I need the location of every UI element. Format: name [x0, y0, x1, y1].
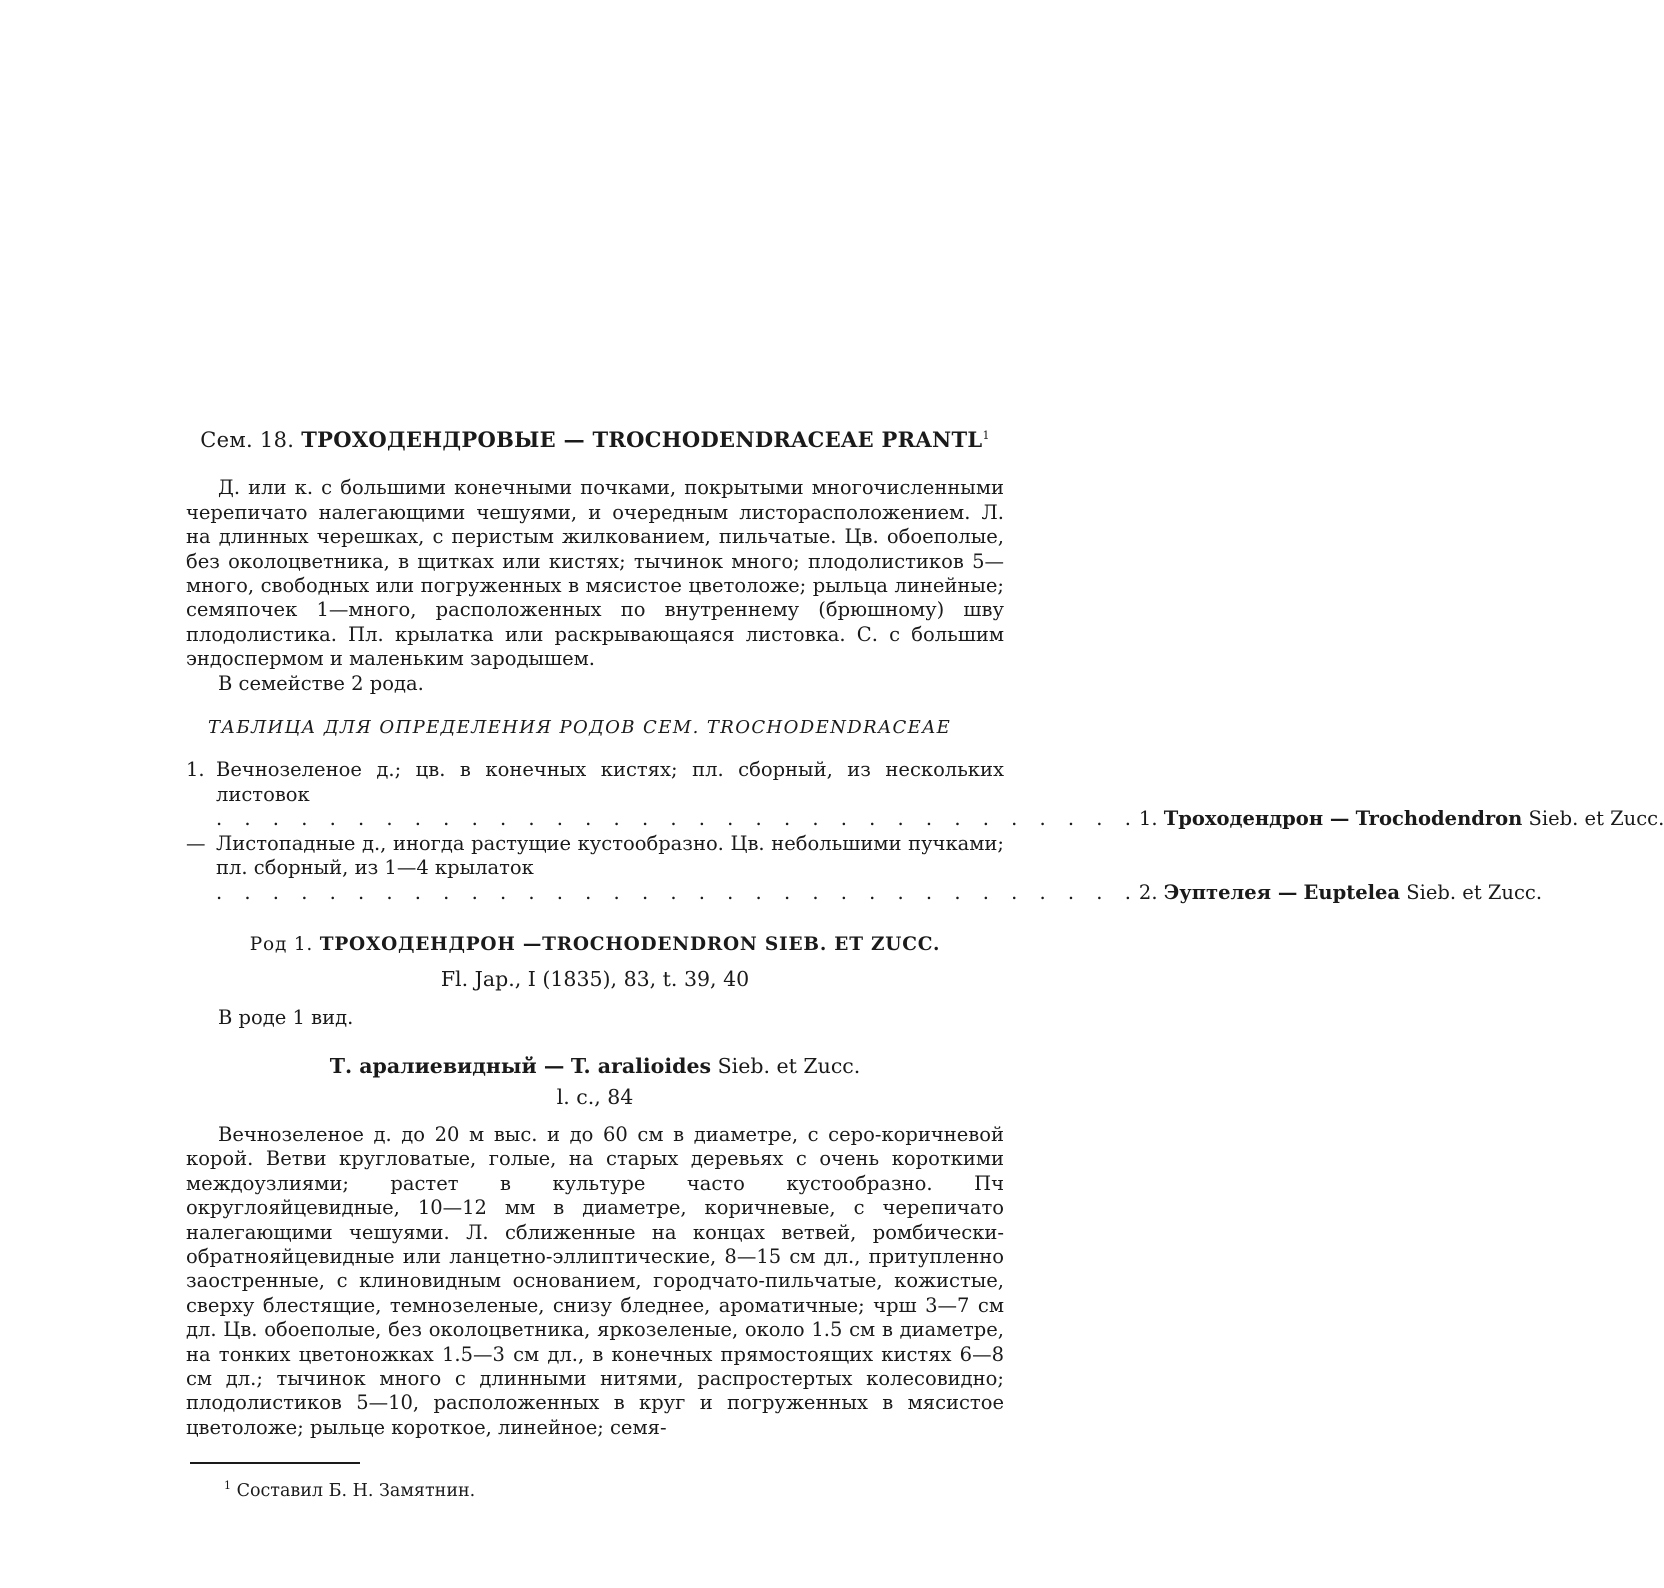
key-item-2-text: Листопадные д., иногда растущие кустообразно. Цв. небольшими пучками; пл. сборный, из 1—4 крылаток	[216, 831, 1004, 880]
family-heading-prefix: Сем. 18.	[200, 428, 295, 452]
family-footnote-mark: 1	[982, 429, 990, 442]
leader-dots: . . . . . . . . . . . . . . . . . . . . . . . . . . . . . . . . .	[216, 807, 1139, 831]
species-description: Вечнозеленое д. до 20 м выс. и до 60 см в диаметре, с серо-коричневой корой. Ветви кругловатые, голые, на старых деревьях с очень короткими междоузлиями; растет в культуре часто кустообразно. Пч округлояйцевидные, 10—12 мм в диаметре, коричневые, с черепичато налегающими чешуями. Л. сближенные на концах ветвей, ромбически-обратнояйцевидные или ланцетно-эллиптические, 8—15 см дл., притупленно заостренные, с клиновидным основанием, городчато-пильчатые, кожистые, сверху блестящие, темнозеленые, снизу бледнее, ароматичные; чрш 3—7 см дл. Цв. обоеполые, без околоцветника, яркозеленые, около 1.5 см в диаметре, на тонких цветоножках 1.5—3 см дл., в конечных прямостоящих кистях 6—8 см дл.; тычинок много с длинными нитями, распростертых колесовидно; плодолистиков 5—10, расположенных в круг и погруженных в мясистое цветоложе; рыльце короткое, линейное; семя-	[186, 1122, 1004, 1439]
genus-species-count: В роде 1 вид.	[218, 1005, 354, 1029]
species-heading-ru: Т. аралиевидный —	[329, 1054, 565, 1079]
key-item-1-result-lat: Trochodendron	[1355, 807, 1523, 831]
family-heading	[186, 424, 1004, 452]
footnote-divider	[190, 1462, 360, 1464]
key-item-1-result-ru: Троходендрон —	[1163, 807, 1350, 831]
key-item-1-result-number: 1.	[1138, 807, 1158, 831]
family-description: Д. или к. с большими конечными почками, покрытыми многочисленными черепичато налегающими чешуями, и очередным листорасположением. Л. на длинных черешках, с перистым жилкованием, пильчатые. Цв. обоеполые, без околоцветника, в щитках или кистях; тычинок много; плодолистиков 5—много, свободных или погруженных в мясистое цветоложе; рыльца линейные; семяпочек 1—много, расположенных по внутреннему (брюшному) шву плодолистика. Пл. крылатка или раскрывающаяся листовка. С. с большим эндоспермом и маленьким зародышем.	[186, 476, 1004, 671]
leader-dots: . . . . . . . . . . . . . . . . . . . . . . . . . . . . . . . . .	[216, 880, 1139, 904]
key-item-2-result-author: Sieb. et Zucc.	[1406, 880, 1543, 904]
genus-heading-prefix: Род 1.	[249, 933, 314, 955]
footnote-text: Составил Б. Н. Замятнин.	[236, 1481, 476, 1502]
key-table-title: ТАБЛИЦА ДЛЯ ОПРЕДЕЛЕНИЯ РОДОВ СЕМ. TROCHODENDRACEAE	[208, 717, 952, 739]
footnote	[186, 1474, 1004, 1503]
species-reference: l. c., 84	[556, 1084, 634, 1109]
key-item-1-number: 1.	[186, 758, 205, 782]
page	[186, 424, 1664, 1503]
family-genera-count: В семействе 2 рода.	[218, 671, 424, 695]
family-heading-title: ТРОХОДЕНДРОВЫЕ — TROCHODENDRACEAE PRANTL	[301, 427, 983, 452]
key-item-1	[186, 758, 1664, 831]
key-item-2-number: —	[186, 831, 206, 855]
footnote-mark: 1	[224, 1479, 231, 1493]
key-item-2	[186, 831, 1543, 905]
genus-heading	[186, 933, 1004, 957]
key-item-1-result	[216, 807, 1664, 831]
species-heading	[186, 1054, 1004, 1078]
key-item-2-result-number: 2.	[1138, 880, 1158, 904]
key-item-2-result	[216, 880, 1543, 905]
key-item-2-result-ru: Эуптелея —	[1163, 880, 1298, 904]
key-item-1-result-author: Sieb. et Zucc.	[1528, 807, 1664, 831]
genus-heading-title: ТРОХОДЕНДРОН —TROCHODENDRON SIEB. ET ZUCC.	[319, 933, 941, 955]
genus-reference: Fl. Jap., I (1835), 83, t. 39, 40	[440, 967, 750, 992]
species-heading-lat: T. aralioides	[570, 1054, 712, 1079]
key-item-2-result-lat: Euptelea	[1303, 880, 1401, 904]
species-heading-author: Sieb. et Zucc.	[717, 1054, 861, 1079]
key-item-1-text: Вечнозеленое д.; цв. в конечных кистях; пл. сборный, из нескольких листовок	[216, 758, 1004, 806]
